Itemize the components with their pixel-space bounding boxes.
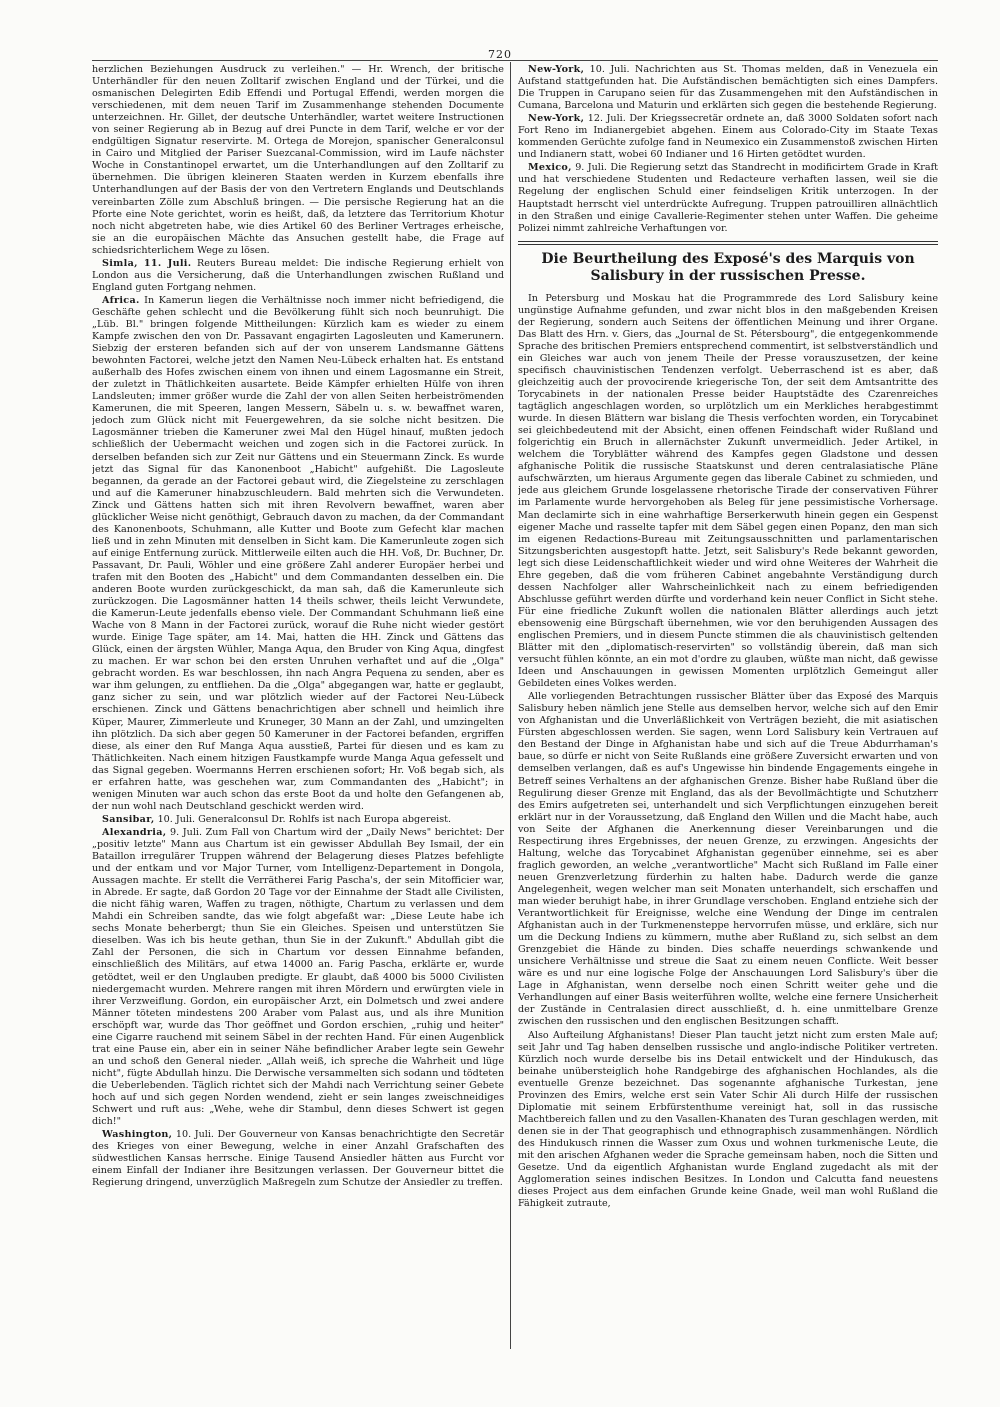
- news-item: [518, 162, 938, 234]
- news-text: 9. Juli. Zum Fall von Chartum wird der „Daily News" berichtet: Der „positiv letzte" Mann aus Chartum ist ein gewisser Abdullah Bey Ismail, der ein Bataillon irregulärer Truppen während der Belagerung dieses Platzes befehligte und der entkam und vor Major Turner, vom Intelligenz-Departement in Dongola, Aussagen machte. Er stellt die Verrätherei Farig Pascha's, der sein Mitofficier war, in Abrede. Er sagte, daß Gordon 20 Tage vor der Einnahme der Stadt alle Civilisten, die nicht fähig waren, Waffen zu tragen, nöthigte, Chartum zu verlassen und dem Mahdi ein Schreiben sandte, das wie folgt abgefaßt war: „Diese Leute habe ich sechs Monate beherbergt; thun Sie ein Gleiches. Speisen und unterstützen Sie dieselben. Was ich bis heute gethan, thun Sie in der Zukunft." Abdullah gibt die Zahl der Personen, die sich in Chartum vor dessen Einnahme befanden, einschließlich des Militärs, auf etwa 14000 an. Farig Pascha, erklärte er, wurde getödtet, weil er den Unglauben predigte. Er glaubt, daß 4000 bis 5000 Civilisten niedergemacht wurden. Mehrere rangen mit ihren Mördern und erwürgten viele in ihrer Verzweiflung. Gordon, ein europäischer Arzt, ein Dolmetsch und zwei andere Männer töteten mindestens 200 Araber vom Palast aus, und als ihre Munition erschöpft war, wurde das Thor geöffnet und Gordon erschien, „ruhig und heiter" eine Cigarre rauchend mit seinem Säbel in der rechten Hand. Für einen Augenblick trat eine Pause ein, aber ein in seiner Nähe befindlicher Araber legte sein Gewehr an und schoß den General nieder. „Allah weiß, ich spreche die Wahrheit und lüge nicht", fügte Abdullah hinzu. Die Derwische versammelten sich sodann und tödteten die Ueberlebenden. Täglich richtet sich der Mahdi nach Verrichtung seiner Gebete hoch auf und sich gegen Norden wendend, zieht er sein langes zweischneidiges Schwert und ruft aus: „Wehe, wehe dir Stambul, denn dieses Schwert ist gegen dich!": [92, 826, 504, 1128]
- news-dateline: Mexico,: [528, 162, 572, 174]
- news-dateline: New-York,: [528, 113, 585, 125]
- news-item: [92, 64, 504, 257]
- news-text: 12. Juli. Der Kriegssecretär ordnete an, daß 3000 Soldaten sofort nach Fort Reno im Indianergebiet abgehen. Einem aus Colorado-City im Staate Texas kommenden Gerüchte zufolge fand in Neumexico ein Zusammenstoß zwischen Hirten und Indianern statt, wobei 60 Indianer und 16 Hirten getödtet wurden.: [518, 113, 938, 161]
- news-item: [92, 258, 504, 294]
- news-text: Reuters Bureau meldet: Die indische Regierung erhielt von London aus die Versicherung, daß die Unterhandlungen zwischen Rußland und England guten Fortgang nehmen.: [92, 257, 504, 293]
- news-text: In Kamerun liegen die Verhältnisse noch immer nicht befriedigend, die Geschäfte gehen schlecht und die Bevölkerung fühlt sich noch beunruhigt. Die „Lüb. Bl." bringen folgende Mittheilungen: Kürzlich kam es wieder zu einem Kampfe zwischen den von Dr. Passavant engagirten Lagosleuten und Kamerunern. Siebzig der ersteren befanden sich auf der von unserem Landsmanne Gättens bewohnten Factorei, welche jetzt den Namen Neu-Lübeck erhalten hat. Es entstand außerhalb des Hofes zwischen einem von ihnen und einem Lagosmanne ein Streit, der zuletzt in Thätlichkeiten ausartete. Beide Kämpfer erhielten Hülfe von ihren Landsleuten; immer größer wurde die Zahl der von allen Seiten herbeiströmenden Kamerunen, die mit Speeren, langen Messern, Säbeln u. s. w. bewaffnet waren, jedoch zum Glück nicht mit Feuergewehren, da sie solche nicht besitzen. Die Lagosmänner trieben die Kameruner zwei Mal den Hügel hinauf, mußten jedoch schließlich der Uebermacht weichen und zogen sich in die Factorei zurück. In derselben befanden sich zur Zeit nur Gättens und ein Steuermann Zinck. Es wurde jetzt das Signal für das Kanonenboot „Habicht" aufgehißt. Die Lagosleute begannen, da gerade an der Factorei gebaut wird, die Ziegelsteine zu zerschlagen und auf die Kameruner hinabzuschleudern. Bald mehrten sich die Verwundeten. Zinck und Gättens hatten sich mit ihren Revolvern bewaffnet, waren aber glücklicher Weise nicht genöthigt, Gebrauch davon zu machen, da der Commandant des Kanonenboots, Schuhmann, alle Kutter und Boote zum Gefecht klar machen ließ und in zehn Minuten mit denselben in Sicht kam. Die Kamerunleute zogen sich auf einige Entfernung zurück. Mittlerweile eilten auch die HH. Voß, Dr. Buchner, Dr. Passavant, Dr. Pauli, Wöhler und eine größere Zahl anderer Europäer herbei und trafen mit den Booten des „Habicht" und dem Commandanten desselben ein. Die anderen Boote wurden zurückgeschickt, da man sah, daß die Kamerunleute sich zurückzogen. Die Lagosmänner hatten 14 theils schwer, theils leicht Verwundete, die Kamerun-Leute jedenfalls ebenso viele. Der Commandant Schuhmann ließ eine Wache von 8 Mann in der Factorei zurück, worauf die Ruhe nicht wieder gestört wurde. Einige Tage später, am 14. Mai, hatten die HH. Zinck und Gättens das Glück, einen der ärgsten Wühler, Manga Aqua, den Bruder von King Aqua, dingfest zu machen. Er war schon bei den ersten Unruhen verhaftet und auf die „Olga" gebracht worden. Es war beschlossen, ihn nach Angra Pequena zu senden, aber es war ihm gelungen, zu entfliehen. Da die „Olga" abgegangen war, hatte er geglaubt, ganz sicher zu sein, und war plötzlich wieder auf der Factorei Neu-Lübeck erschienen. Zinck und Gättens benachrichtigen aber schnell und heimlich ihre Küper, Maurer, Zimmerleute und Kruneger, 30 Mann an der Zahl, und umzingelten ihn plötzlich. Da sich aber gegen 50 Kameruner in der Factorei befanden, ergriffen diese, als einer den Ruf Manga Aqua ausstieß, Partei für diesen und es kam zu Thätlichkeiten. Nach einem hitzigen Faustkampfe wurde Manga Aqua gefesselt und das Signal gegeben. Woermanns Herren erschienen sofort; Hr. Voß begab sich, als er erfahren hatte, was geschehen war, zum Commandanten des „Habicht"; in wenigen Minuten war auch schon das erste Boot da und holte den Gefangenen ab, der nun wohl nach Deutschland geschickt werden wird.: [92, 294, 504, 812]
- news-text: 10. Juli. Nachrichten aus St. Thomas melden, daß in Venezuela ein Aufstand stattgefunden hat. Die Aufständischen bemächtigten sich eines Dampfers. Die Truppen in Carupano seien für das Zusammengehen mit den Aufständischen in Cumana, Barcelona und Maturin und erklärten sich gegen die bestehende Regierung.: [518, 64, 938, 112]
- news-dateline: Alexandria,: [102, 826, 167, 838]
- section-rule: [518, 241, 938, 245]
- news-text: 10. Juli. Generalconsul Dr. Rohlfs ist nach Europa abgereist.: [157, 813, 452, 825]
- news-dateline: Simla, 11. Juli.: [102, 257, 192, 269]
- news-dateline: Washington,: [102, 1129, 173, 1141]
- article-paragraph: In Petersburg und Moskau hat die Programmrede des Lord Salisbury keine ungünstige Aufnahme gefunden, und zwar nicht blos in den maßgebenden Kreisen der Regierung, sondern auch Seitens der öffentlichen Meinung und ihrer Organe. Das Blatt des Hrn. v. Giers, das „Journal de St. Pétersbourg", die entgegenkommende Sprache des britischen Premiers entsprechend commentirt, ist selbstverständlich und ein Gleiches war auch von jenem Theile der Presse vorauszusetzen, der keine specifisch chauvinistischen Tendenzen verfolgt. Ueberraschend ist es aber, daß gleichzeitig auch der provocirende kriegerische Ton, der seit dem Amtsantritte des Torycabinets in der nationalen Presse beider Hauptstädte des Czarenreiches tagtäglich angeschlagen worden, so urplötzlich um ein Merkliches herabgestimmt wurde. In diesen Blättern war bislang die Thesis verfochten worden, ein Torycabinet sei gleichbedeutend mit der Absicht, einen offenen Feindschaft wider Rußland und folgerichtig ein Bruch in allernächster Zukunft unvermeidlich. Jeder Artikel, in welchem die Toryblätter während des Kampfes gegen Gladstone und dessen afghanische Politik die russische Staatskunst und deren centralasiatische Pläne aufschwärzten, um hieraus Argumente gegen das liberale Cabinet zu schmieden, und jede aus gleichem Grunde losgelassene rhetorische Tirade der conservativen Führer im Parlamente wurde hervorgehoben als Beleg für jene pessimistische Vorhersage. Man declamirte sich in eine wahrhaftige Berserkerwuth hinein gegen ein Gespenst eigener Mache und rasselte tapfer mit dem Säbel gegen einen Popanz, den man sich im eigenen Redactions-Bureau mit Zeitungsausschnitten und parlamentarischen Sitzungsberichten ausgestopft hatte. Jetzt, seit Salisbury's Rede bekannt geworden, legt sich diese Leidenschaftlichkeit wieder und wird ohne Weiteres der Wahrheit die Ehre gegeben, daß die vom früheren Cabinet angebahnte Verständigung durch dessen Nachfolger aller Wahrscheinlichkeit nach zu einem befriedigenden Abschlusse geführt werden dürfte und vorderhand kein neuer Conflict in Sicht stehe. Für eine friedliche Zukunft wollen die nationalen Blätter allerdings auch jetzt ebensowenig eine Bürgschaft übernehmen, wie vor den beruhigenden Aussagen des englischen Premiers, und in diesem Puncte stimmen die als chauvinistisch geltenden Blätter mit den „diplomatisch-reservirten" so vollständig überein, daß man sich versucht fühlen könnte, an ein mot d'ordre zu glauben, wüßte man nicht, daß gewisse Ideen und Anschauungen in gewissen Momenten urplötzlich Gemeingut aller Gebildeten eines Volkes werden.: [518, 292, 938, 690]
- page-number: 720: [488, 48, 512, 61]
- left-column: [92, 64, 504, 1347]
- news-item: [92, 295, 504, 813]
- news-dateline: Africa.: [102, 294, 140, 306]
- article-paragraph: Also Aufteilung Afghanistans! Dieser Plan taucht jetzt nicht zum ersten Male auf; seit Jahr und Tag haben denselben russische und anglo-indische Politiker vertreten. Kürzlich noch wurde derselbe bis ins Detail entwickelt und der Hindukusch, das beinahe unübersteiglich hohe Randgebirge des afghanischen Hochlandes, als die eventuelle Grenze bezeichnet. Das sogenannte afghanische Turkestan, jene Provinzen des Emirs, welche erst sein Vater Schir Ali durch Hilfe der russischen Diplomatie mit seinem Erbfürstenthume vereinigt hat, soll in das russische Machtbereich fallen und zu den Vasallen-Khanaten des Turan geschlagen werden, mit denen sie in der That geographisch und ethnographisch zusammenhängen. Nördlich des Hindukusch rinnen die Wasser zum Oxus und wohnen turkmenische Leute, die mit den arischen Afghanen weder die Sprache gemeinsam haben, noch die Sitten und Gesetze. Und da eigentlich Afghanistan wurde England zugedacht als mit der Agglomeration seines indischen Besitzes. In London und Calcutta fand neuestens dieses Project aus dem einfachen Grunde keine Gnade, weil man wohl Rußland die Fähigkeit zutraute,: [518, 1029, 938, 1210]
- top-rule: [92, 60, 938, 61]
- article-headline: Die Beurtheilung des Exposé's des Marquis von Salisbury in der russischen Presse.: [541, 250, 915, 284]
- news-dateline: New-York,: [528, 64, 585, 75]
- news-dateline: Sansibar,: [102, 813, 155, 825]
- column-divider: [510, 62, 511, 1349]
- right-column: [518, 64, 938, 1347]
- news-item: [92, 814, 504, 826]
- news-text: herzlichen Beziehungen Ausdruck zu verleihen." — Hr. Wrench, der britische Unterhändler für den neuen Zolltarif zwischen England und der Türkei, und die osmanischen Delegirten Edib Effendi und Portugal Effendi, werden morgen die verschiedenen, mit dem neuen Tarif im Zusammenhange stehenden Documente unterzeichnen. Hr. Gillet, der deutsche Unterhändler, wartet weitere Instructionen von seiner Regierung ab in Bezug auf drei Puncte in dem Tarif, welche er vor der endgültigen Signatur reservirte. M. Ortega de Morejon, spanischer Generalconsul in Cairo und Mitglied der Pariser Suezcanal-Commission, wird im Laufe nächster Woche in Constantinopel erwartet, um die Unterhandlungen auf den Zolltarif zu übernehmen. Die übrigen kleineren Staaten werden in Kurzem ebenfalls ihre Unterhandlungen auf der Basis der von den Vertretern Englands und Deutschlands vereinbarten Zölle zum Abschluß bringen. — Die persische Regierung hat an die Pforte eine Note gerichtet, worin es heißt, daß, da letztere das Territorium Khotur noch nicht abgetreten habe, wie dies Artikel 60 des Berliner Vertrages erheische, sie an die europäischen Mächte das Ansuchen gestellt habe, die Frage auf schiedsrichterlichem Wege zu lösen.: [92, 64, 504, 256]
- news-text: 9. Juli. Die Regierung setzt das Standrecht in modificirtem Grade in Kraft und hat verschiedene Studenten und Redacteure verhaften lassen, weil sie die Regelung der englischen Schuld einer feindseligen Kritik unterzogen. In der Hauptstadt herrscht viel unterdrückte Aufregung. Truppen patrouilliren allnächtlich in den Straßen und einige Cavallerie-Regimenter stehen unter Waffen. Die geheime Polizei nimmt zahlreiche Verhaftungen vor.: [518, 162, 938, 234]
- news-text: 10. Juli. Der Gouverneur von Kansas benachrichtigte den Secretär des Krieges von einer Bewegung, welche in einer Anzahl Grafschaften des südwestlichen Kansas herrsche. Einige Tausend Ansiedler hätten aus Furcht vor einem Einfall der Indianer ihre Besitzungen verlassen. Der Gouverneur bittet die Regierung dringend, unverzüglich Maßregeln zum Schutze der Ansiedler zu treffen.: [92, 1129, 504, 1189]
- news-item: [92, 1129, 504, 1189]
- news-item: [92, 827, 504, 1128]
- news-item: [518, 113, 938, 161]
- news-item: [518, 64, 938, 112]
- article-paragraph: Alle vorliegenden Betrachtungen russischer Blätter über das Exposé des Marquis Salisbury heben nämlich jene Stelle aus demselben hervor, welche sich auf den Emir von Afghanistan und die Unverläßlichkeit von Verträgen bezieht, die mit asiatischen Fürsten abgeschlossen werden. Sie sagen, wenn Lord Salisbury kein Vertrauen auf den Bestand der Dinge in Afghanistan habe und sich auf die Treue Abdurrhaman's baue, so dürfe er nicht von Seite Rußlands eine größere Zuversicht erwarten und von demselben verlangen, daß es auf's Ungewisse hin bindende Engagements eingehe in Betreff seines Verhaltens an der afghanischen Grenze. Bisher habe Rußland über die Regulirung dieser Grenze mit England, das als der Bevollmächtigte und Schutzherr des Emirs aufgetreten sei, unterhandelt und sich Verpflichtungen einzugehen bereit erklärt nur in der Voraussetzung, daß England den Willen und die Macht habe, auch von Seite der Afghanen die Anerkennung dieser Vereinbarungen und die Respectirung ihres Ergebnisses, der neuen Grenze, zu erzwingen. Angesichts der Haltung, welche das Torycabinet Afghanistan gegenüber einnehme, sei es aber fraglich geworden, an welche „verantwortliche" Macht sich Rußland im Falle einer neuen Grenzverletzung fürderhin zu halten habe. Dadurch werde die ganze Angelegenheit, wegen welcher man seit Monaten unterhandelt, sich erschaffen und man wieder beruhigt habe, in ihrer Grundlage verschoben. England entziehe sich der Verantwortlichkeit für Ereignisse, welche eine Wendung der Dinge im centralen Afghanistan auch in der Turkmenensteppe hervorrufen müsse, und erkläre, sich nur um die Deckung Indiens zu kümmern, muthe aber Rußland zu, sich selbst an dem Grenzgebiet die Hände zu binden. Dies schaffe neuerdings schwankende und unsichere Verhältnisse und streue die Saat zu einem neuen Conflicte. Weit besser wäre es und nur eine logische Folge der Anschauungen Lord Salisbury's über die Lage in Afghanistan, wenn derselbe noch einen Schritt weiter gehe und die Verhandlungen auf einer Basis weiterführen wollte, welche eine fernere Unsicherheit der Zustände in Centralasien direct ausschließt, d. h. eine unmittelbare Grenze zwischen den russischen und den englischen Besitzungen schafft.: [518, 691, 938, 1028]
